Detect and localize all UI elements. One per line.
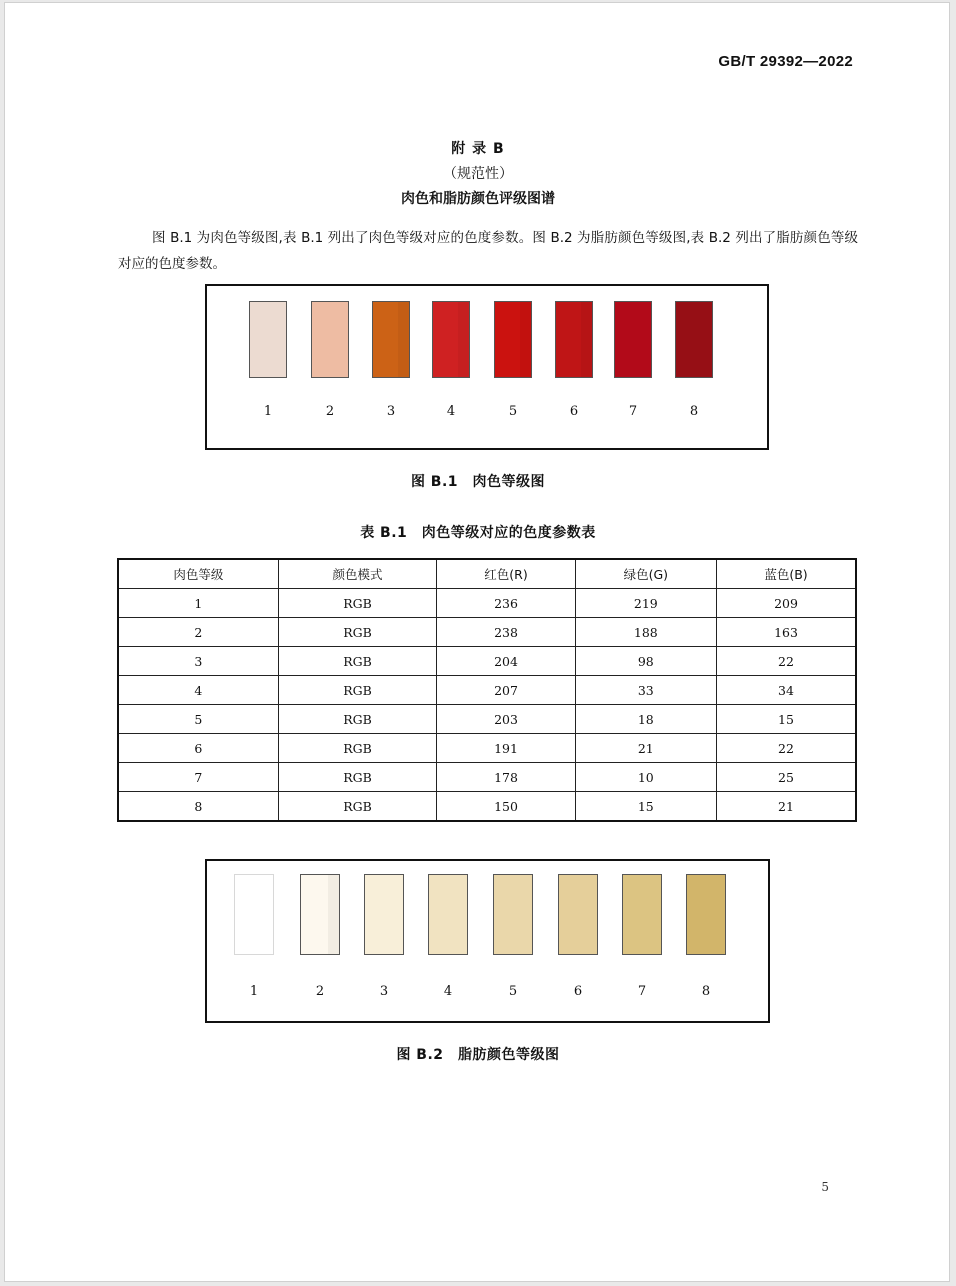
table-cell: 22 xyxy=(716,647,856,676)
table-row xyxy=(118,763,856,792)
page-number: 5 xyxy=(821,1180,829,1194)
table-cell: 188 xyxy=(575,618,716,647)
meat-swatch-label: 8 xyxy=(689,404,699,419)
table-cell: RGB xyxy=(278,647,437,676)
table-cell: 219 xyxy=(575,589,716,618)
meat-swatch-3 xyxy=(372,301,410,378)
table-cell: 15 xyxy=(716,705,856,734)
meat-color-parameter-table xyxy=(117,558,857,822)
table-cell: RGB xyxy=(278,734,437,763)
table-cell: 203 xyxy=(437,705,575,734)
table-cell: 178 xyxy=(437,763,575,792)
table-cell: 163 xyxy=(716,618,856,647)
table-cell: 207 xyxy=(437,676,575,705)
table-cell: 10 xyxy=(575,763,716,792)
fat-swatch-1 xyxy=(234,874,274,955)
meat-swatch-label: 3 xyxy=(386,404,396,419)
table-cell: RGB xyxy=(278,676,437,705)
table-cell: 33 xyxy=(575,676,716,705)
table-row xyxy=(118,589,856,618)
table-cell: 21 xyxy=(716,792,856,822)
table-cell: 204 xyxy=(437,647,575,676)
fat-swatch-label: 4 xyxy=(443,984,453,999)
meat-swatch-label: 7 xyxy=(628,404,638,419)
table-cell: 34 xyxy=(716,676,856,705)
table-row xyxy=(118,734,856,763)
standard-code: GB/T 29392—2022 xyxy=(718,53,853,70)
meat-swatch-8 xyxy=(675,301,713,378)
table-cell: 4 xyxy=(118,676,278,705)
table-cell: RGB xyxy=(278,763,437,792)
table-cell: 2 xyxy=(118,618,278,647)
fat-swatch-6 xyxy=(558,874,598,955)
meat-swatch-6 xyxy=(555,301,593,378)
fat-swatch-label: 2 xyxy=(315,984,325,999)
fat-swatch-2 xyxy=(300,874,340,955)
swatch-shade xyxy=(328,875,339,954)
fat-swatch-label: 1 xyxy=(249,984,259,999)
table-header-cell: 肉色等级 xyxy=(118,559,278,589)
table-cell: RGB xyxy=(278,792,437,822)
meat-swatch-label: 1 xyxy=(263,404,273,419)
table-cell: 7 xyxy=(118,763,278,792)
table-cell: 191 xyxy=(437,734,575,763)
table-cell: RGB xyxy=(278,705,437,734)
table-cell: 18 xyxy=(575,705,716,734)
meat-swatch-1 xyxy=(249,301,287,378)
swatch-shade xyxy=(458,302,469,377)
meat-swatch-label: 5 xyxy=(508,404,518,419)
table-cell: 25 xyxy=(716,763,856,792)
fat-swatch-4 xyxy=(428,874,468,955)
annex-subtitle: 肉色和脂肪颜色评级图谱 xyxy=(401,191,555,207)
table-cell: 209 xyxy=(716,589,856,618)
fat-swatch-7 xyxy=(622,874,662,955)
table-cell: 5 xyxy=(118,705,278,734)
annex-nature: （规范性） xyxy=(443,166,513,182)
table-cell: RGB xyxy=(278,618,437,647)
document-page xyxy=(4,2,950,1282)
meat-swatch-4 xyxy=(432,301,470,378)
intro-paragraph: 图 B.1 为肉色等级图,表 B.1 列出了肉色等级对应的色度参数。图 B.2 为脂肪颜色等级图,表 B.2 列出了脂肪颜色等级对应的色度参数。 xyxy=(118,230,858,272)
meat-swatch-label: 2 xyxy=(325,404,335,419)
table-cell: 236 xyxy=(437,589,575,618)
meat-swatch-7 xyxy=(614,301,652,378)
fat-swatch-label: 6 xyxy=(573,984,583,999)
table-row xyxy=(118,647,856,676)
meat-swatch-label: 4 xyxy=(446,404,456,419)
table-row xyxy=(118,618,856,647)
table-row xyxy=(118,676,856,705)
fat-swatch-label: 7 xyxy=(637,984,647,999)
figure-b2-caption: 图 B.2 脂肪颜色等级图 xyxy=(396,1047,560,1063)
table-cell: 98 xyxy=(575,647,716,676)
table-cell: 1 xyxy=(118,589,278,618)
table-header-cell: 颜色模式 xyxy=(278,559,437,589)
table-cell: 22 xyxy=(716,734,856,763)
swatch-shade xyxy=(581,302,592,377)
table-cell: 3 xyxy=(118,647,278,676)
fat-swatch-8 xyxy=(686,874,726,955)
fat-swatch-label: 3 xyxy=(379,984,389,999)
table-header-cell: 蓝色(B) xyxy=(716,559,856,589)
table-cell: 8 xyxy=(118,792,278,822)
table-header-cell: 红色(R) xyxy=(437,559,575,589)
table-row xyxy=(118,705,856,734)
fat-color-chart xyxy=(205,859,770,1023)
table-cell: 150 xyxy=(437,792,575,822)
swatch-shade xyxy=(398,302,409,377)
table-cell: 21 xyxy=(575,734,716,763)
swatch-shade xyxy=(520,302,531,377)
table-row xyxy=(118,792,856,822)
table-header-row xyxy=(118,559,856,589)
meat-swatch-2 xyxy=(311,301,349,378)
fat-swatch-3 xyxy=(364,874,404,955)
table-cell: 238 xyxy=(437,618,575,647)
table-cell: 6 xyxy=(118,734,278,763)
meat-color-chart xyxy=(205,284,769,450)
table-b1-caption: 表 B.1 肉色等级对应的色度参数表 xyxy=(360,525,596,541)
table-header-cell: 绿色(G) xyxy=(575,559,716,589)
fat-swatch-label: 5 xyxy=(508,984,518,999)
table-cell: 15 xyxy=(575,792,716,822)
fat-swatch-5 xyxy=(493,874,533,955)
meat-swatch-5 xyxy=(494,301,532,378)
meat-swatch-label: 6 xyxy=(569,404,579,419)
annex-title: 附 录 B xyxy=(451,141,505,157)
figure-b1-caption: 图 B.1 肉色等级图 xyxy=(410,474,546,490)
table-cell: RGB xyxy=(278,589,437,618)
fat-swatch-label: 8 xyxy=(701,984,711,999)
